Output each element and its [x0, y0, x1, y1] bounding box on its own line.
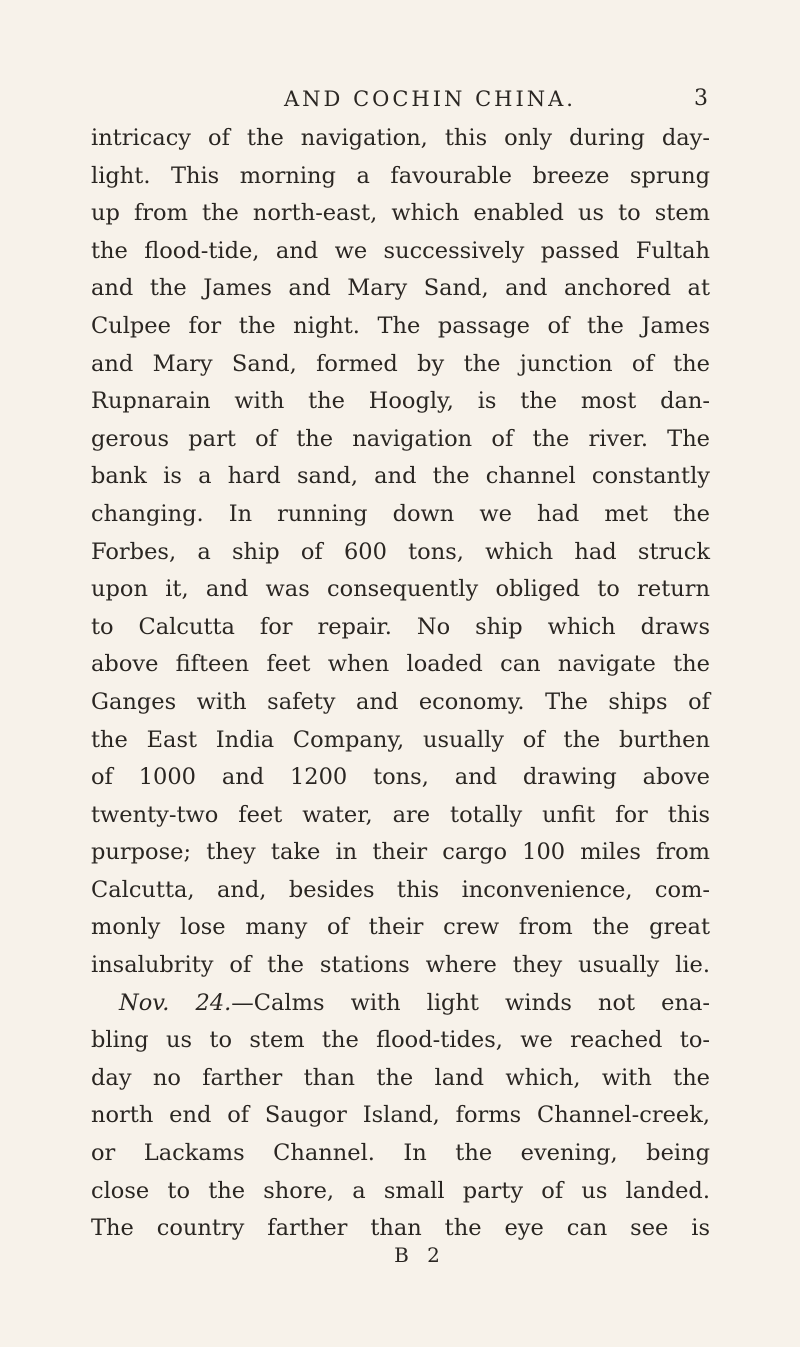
- text-line: purpose; they take in their cargo 100 miles from: [91, 839, 710, 866]
- text-line: Ganges with safety and economy. The ships of: [91, 688, 710, 715]
- text-line: or Lackams Channel. In the evening, being: [91, 1140, 710, 1167]
- text-line: bling us to stem the flood-tides, we reached to-: [91, 1027, 710, 1054]
- date-line-text: —Calms with light winds not ena-: [231, 989, 710, 1016]
- body-text: [91, 120, 710, 1248]
- signature-mark: B 2: [394, 1243, 446, 1267]
- text-line: gerous part of the navigation of the river. The: [91, 425, 710, 452]
- running-head: [0, 84, 800, 114]
- text-line: north end of Saugor Island, forms Channel-creek,: [91, 1102, 710, 1129]
- text-line: of 1000 and 1200 tons, and drawing above: [91, 764, 710, 791]
- date-label: Nov. 24.: [119, 989, 232, 1016]
- text-line: Forbes, a ship of 600 tons, which had struck: [91, 538, 710, 565]
- text-line: light. This morning a favourable breeze sprung: [91, 162, 710, 189]
- text-line: and Mary Sand, formed by the junction of the: [91, 350, 710, 377]
- running-title: AND COCHIN CHINA.: [284, 87, 576, 111]
- text-line: The country farther than the eye can see is: [91, 1215, 710, 1242]
- text-line: the flood-tide, and we successively passed Fultah: [91, 237, 710, 264]
- text-line: above fifteen feet when loaded can navigate the: [91, 651, 710, 678]
- text-line: day no farther than the land which, with the: [91, 1064, 710, 1091]
- text-line: Calcutta, and, besides this inconvenience, com-: [91, 876, 710, 903]
- text-line: to Calcutta for repair. No ship which draws: [91, 613, 710, 640]
- text-line: Rupnarain with the Hoogly, is the most dan-: [91, 388, 710, 415]
- text-line: bank is a hard sand, and the channel constantly: [91, 463, 710, 490]
- date-entry-line: [91, 985, 710, 1023]
- text-line: and the James and Mary Sand, and anchored at: [91, 275, 710, 302]
- text-line: intricacy of the navigation, this only during day-: [91, 125, 710, 151]
- text-line: insalubrity of the stations where they usually lie.: [91, 952, 710, 979]
- text-line: Culpee for the night. The passage of the James: [91, 312, 710, 339]
- text-line: up from the north-east, which enabled us to stem: [91, 200, 710, 227]
- page-number: 3: [694, 86, 708, 111]
- text-line: twenty-two feet water, are totally unfit for this: [91, 801, 710, 828]
- text-line: upon it, and was consequently obliged to return: [91, 576, 710, 603]
- text-line: the East India Company, usually of the burthen: [91, 726, 710, 753]
- text-line: close to the shore, a small party of us landed.: [91, 1177, 710, 1204]
- text-line: monly lose many of their crew from the great: [91, 914, 710, 941]
- text-line: changing. In running down we had met the: [91, 500, 710, 527]
